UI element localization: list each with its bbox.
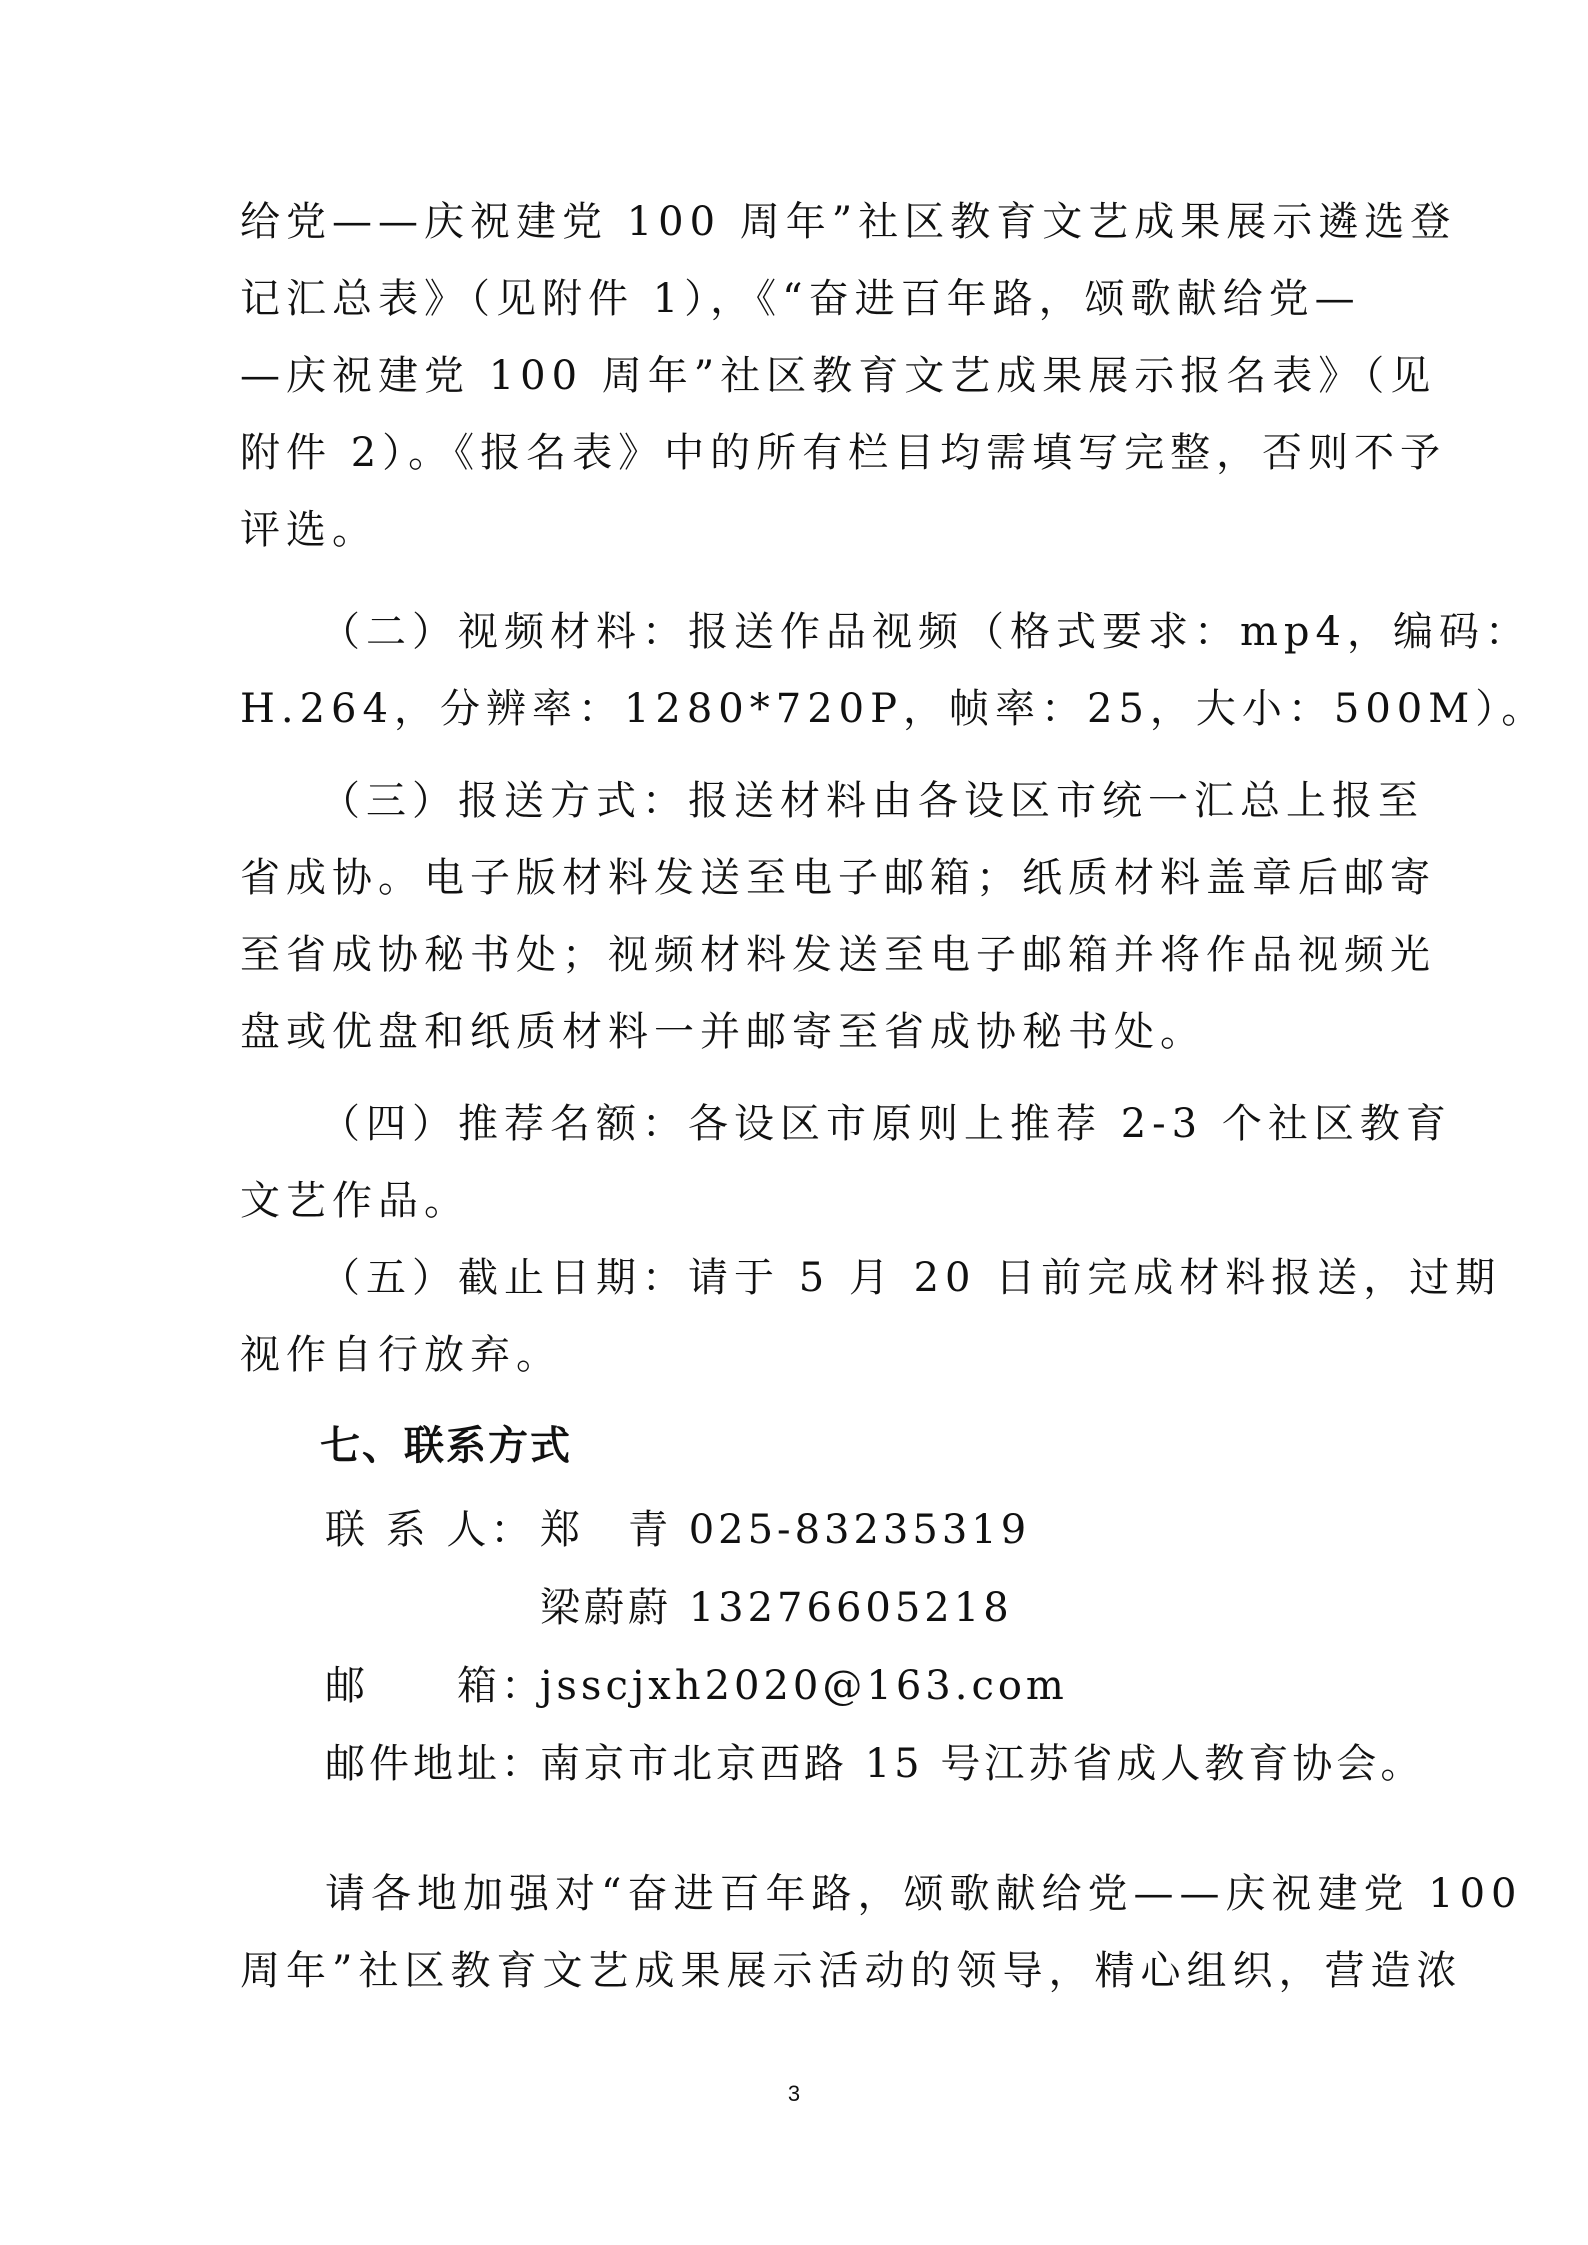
body-line: （四）推荐名额：各设区市原则上推荐 2-3 个社区教育 bbox=[320, 1101, 1452, 1147]
section-heading: 七、联系方式 bbox=[320, 1423, 572, 1469]
email-address: jsscjxh2020@163.com bbox=[540, 1663, 1068, 1709]
body-line: 给党——庆祝建党 100 周年”社区教育文艺成果展示遴选登 bbox=[240, 199, 1457, 245]
body-line: H.264，分辨率：1280*720P，帧率：25，大小：500M）。 bbox=[240, 686, 1548, 732]
closing-line: 周年”社区教育文艺成果展示活动的领导，精心组织，营造浓 bbox=[240, 1948, 1463, 1994]
contact-person-label: 联 系 人： bbox=[325, 1507, 535, 1553]
body-line: （二）视频材料：报送作品视频（格式要求：mp4，编码： bbox=[320, 609, 1531, 655]
body-line: （三）报送方式：报送材料由各设区市统一汇总上报至 bbox=[320, 778, 1424, 824]
closing-line: 请各地加强对“奋进百年路，颂歌献给党——庆祝建党 100 bbox=[325, 1871, 1523, 1917]
body-line: 省成协。电子版材料发送至电子邮箱；纸质材料盖章后邮寄 bbox=[240, 855, 1436, 901]
contact-person-2: 梁蔚蔚 13276605218 bbox=[540, 1585, 1013, 1631]
page-number: 3 bbox=[787, 2081, 801, 2106]
body-line: 评选。 bbox=[240, 507, 378, 553]
body-line: 盘或优盘和纸质材料一并邮寄至省成协秘书处。 bbox=[240, 1009, 1206, 1055]
body-line: 视作自行放弃。 bbox=[240, 1332, 562, 1378]
body-line: 文艺作品。 bbox=[240, 1178, 470, 1224]
contact-person-1: 郑 青 025-83235319 bbox=[540, 1507, 1031, 1553]
body-line: （五）截止日期：请于 5 月 20 日前完成材料报送，过期 bbox=[320, 1255, 1502, 1301]
body-line: 记汇总表》（见附件 1），《“奋进百年路，颂歌献给党— bbox=[240, 276, 1361, 322]
body-line: —庆祝建党 100 周年”社区教育文艺成果展示报名表》（见 bbox=[240, 353, 1437, 399]
address-label: 邮件地址： bbox=[325, 1741, 545, 1787]
body-line: 附件 2）。《报名表》中的所有栏目均需填写完整，否则不予 bbox=[240, 430, 1447, 476]
body-line: 至省成协秘书处；视频材料发送至电子邮箱并将作品视频光 bbox=[240, 932, 1436, 978]
mailing-address: 南京市北京西路 15 号江苏省成人教育协会。 bbox=[540, 1741, 1425, 1787]
email-label: 邮 箱： bbox=[325, 1663, 545, 1709]
